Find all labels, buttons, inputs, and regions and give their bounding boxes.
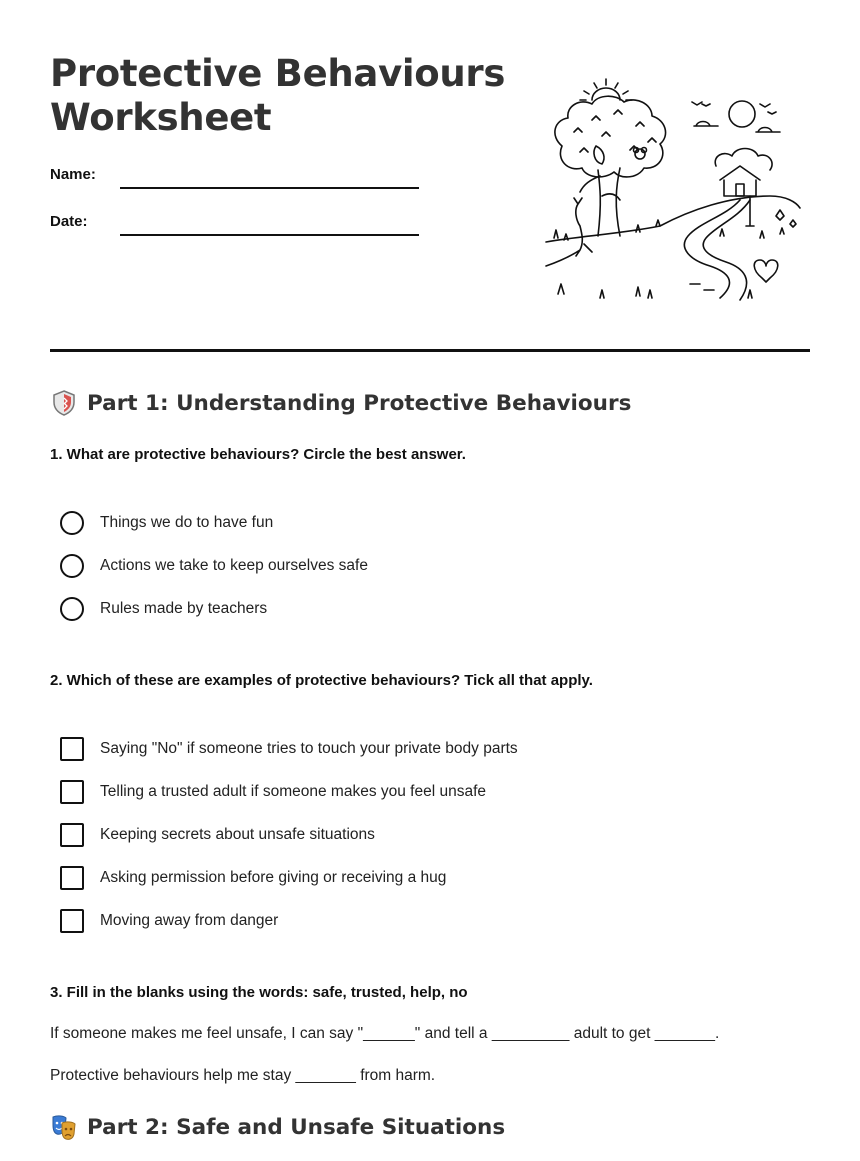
option-label: Things we do to have fun <box>100 514 274 531</box>
q2-option[interactable] <box>60 909 278 933</box>
part1-heading <box>50 389 631 417</box>
option-label: Asking permission before giving or receiving a hug <box>100 869 447 886</box>
q1-option[interactable] <box>60 597 267 621</box>
part2-heading <box>50 1113 505 1141</box>
tree-landscape-illustration <box>540 76 802 308</box>
part1-title: Part 1: Understanding Protective Behaviours <box>87 390 632 416</box>
option-label: Keeping secrets about unsafe situations <box>100 826 375 843</box>
option-label: Moving away from danger <box>100 912 279 929</box>
name-label: Name: <box>50 166 96 183</box>
q1-option[interactable] <box>60 511 273 535</box>
radio-circle[interactable] <box>60 554 84 578</box>
part2-title: Part 2: Safe and Unsafe Situations <box>87 1114 506 1140</box>
q2-option[interactable] <box>60 823 375 847</box>
checkbox[interactable] <box>60 823 84 847</box>
option-label: Actions we take to keep ourselves safe <box>100 557 368 574</box>
shield-icon <box>50 389 78 417</box>
fill-blank-sentence[interactable]: Protective behaviours help me stay _______ from harm. <box>50 1067 436 1084</box>
q1-option[interactable] <box>60 554 368 578</box>
theater-masks-icon <box>50 1113 78 1141</box>
name-field[interactable] <box>120 187 419 189</box>
option-label: Rules made by teachers <box>100 600 268 617</box>
date-label: Date: <box>50 213 88 230</box>
question-3: 3. Fill in the blanks using the words: safe, trusted, help, no <box>50 984 468 1001</box>
q2-option[interactable] <box>60 780 486 804</box>
radio-circle[interactable] <box>60 597 84 621</box>
fill-blank-sentence[interactable]: If someone makes me feel unsafe, I can say "______" and tell a _________ adult to get _______. <box>50 1025 720 1042</box>
option-label: Telling a trusted adult if someone makes you feel unsafe <box>100 783 487 800</box>
option-label: Saying "No" if someone tries to touch your private body parts <box>100 740 518 757</box>
checkbox[interactable] <box>60 780 84 804</box>
radio-circle[interactable] <box>60 511 84 535</box>
q2-option[interactable] <box>60 737 518 761</box>
checkbox[interactable] <box>60 909 84 933</box>
checkbox[interactable] <box>60 737 84 761</box>
title-line-2: Worksheet <box>50 96 272 139</box>
date-field[interactable] <box>120 234 419 236</box>
title-line-1: Protective Behaviours <box>50 52 506 95</box>
question-1: 1. What are protective behaviours? Circle the best answer. <box>50 446 466 463</box>
question-2: 2. Which of these are examples of protective behaviours? Tick all that apply. <box>50 672 593 689</box>
checkbox[interactable] <box>60 866 84 890</box>
worksheet-title <box>50 52 505 140</box>
header-divider <box>50 349 810 352</box>
q2-option[interactable] <box>60 866 446 890</box>
